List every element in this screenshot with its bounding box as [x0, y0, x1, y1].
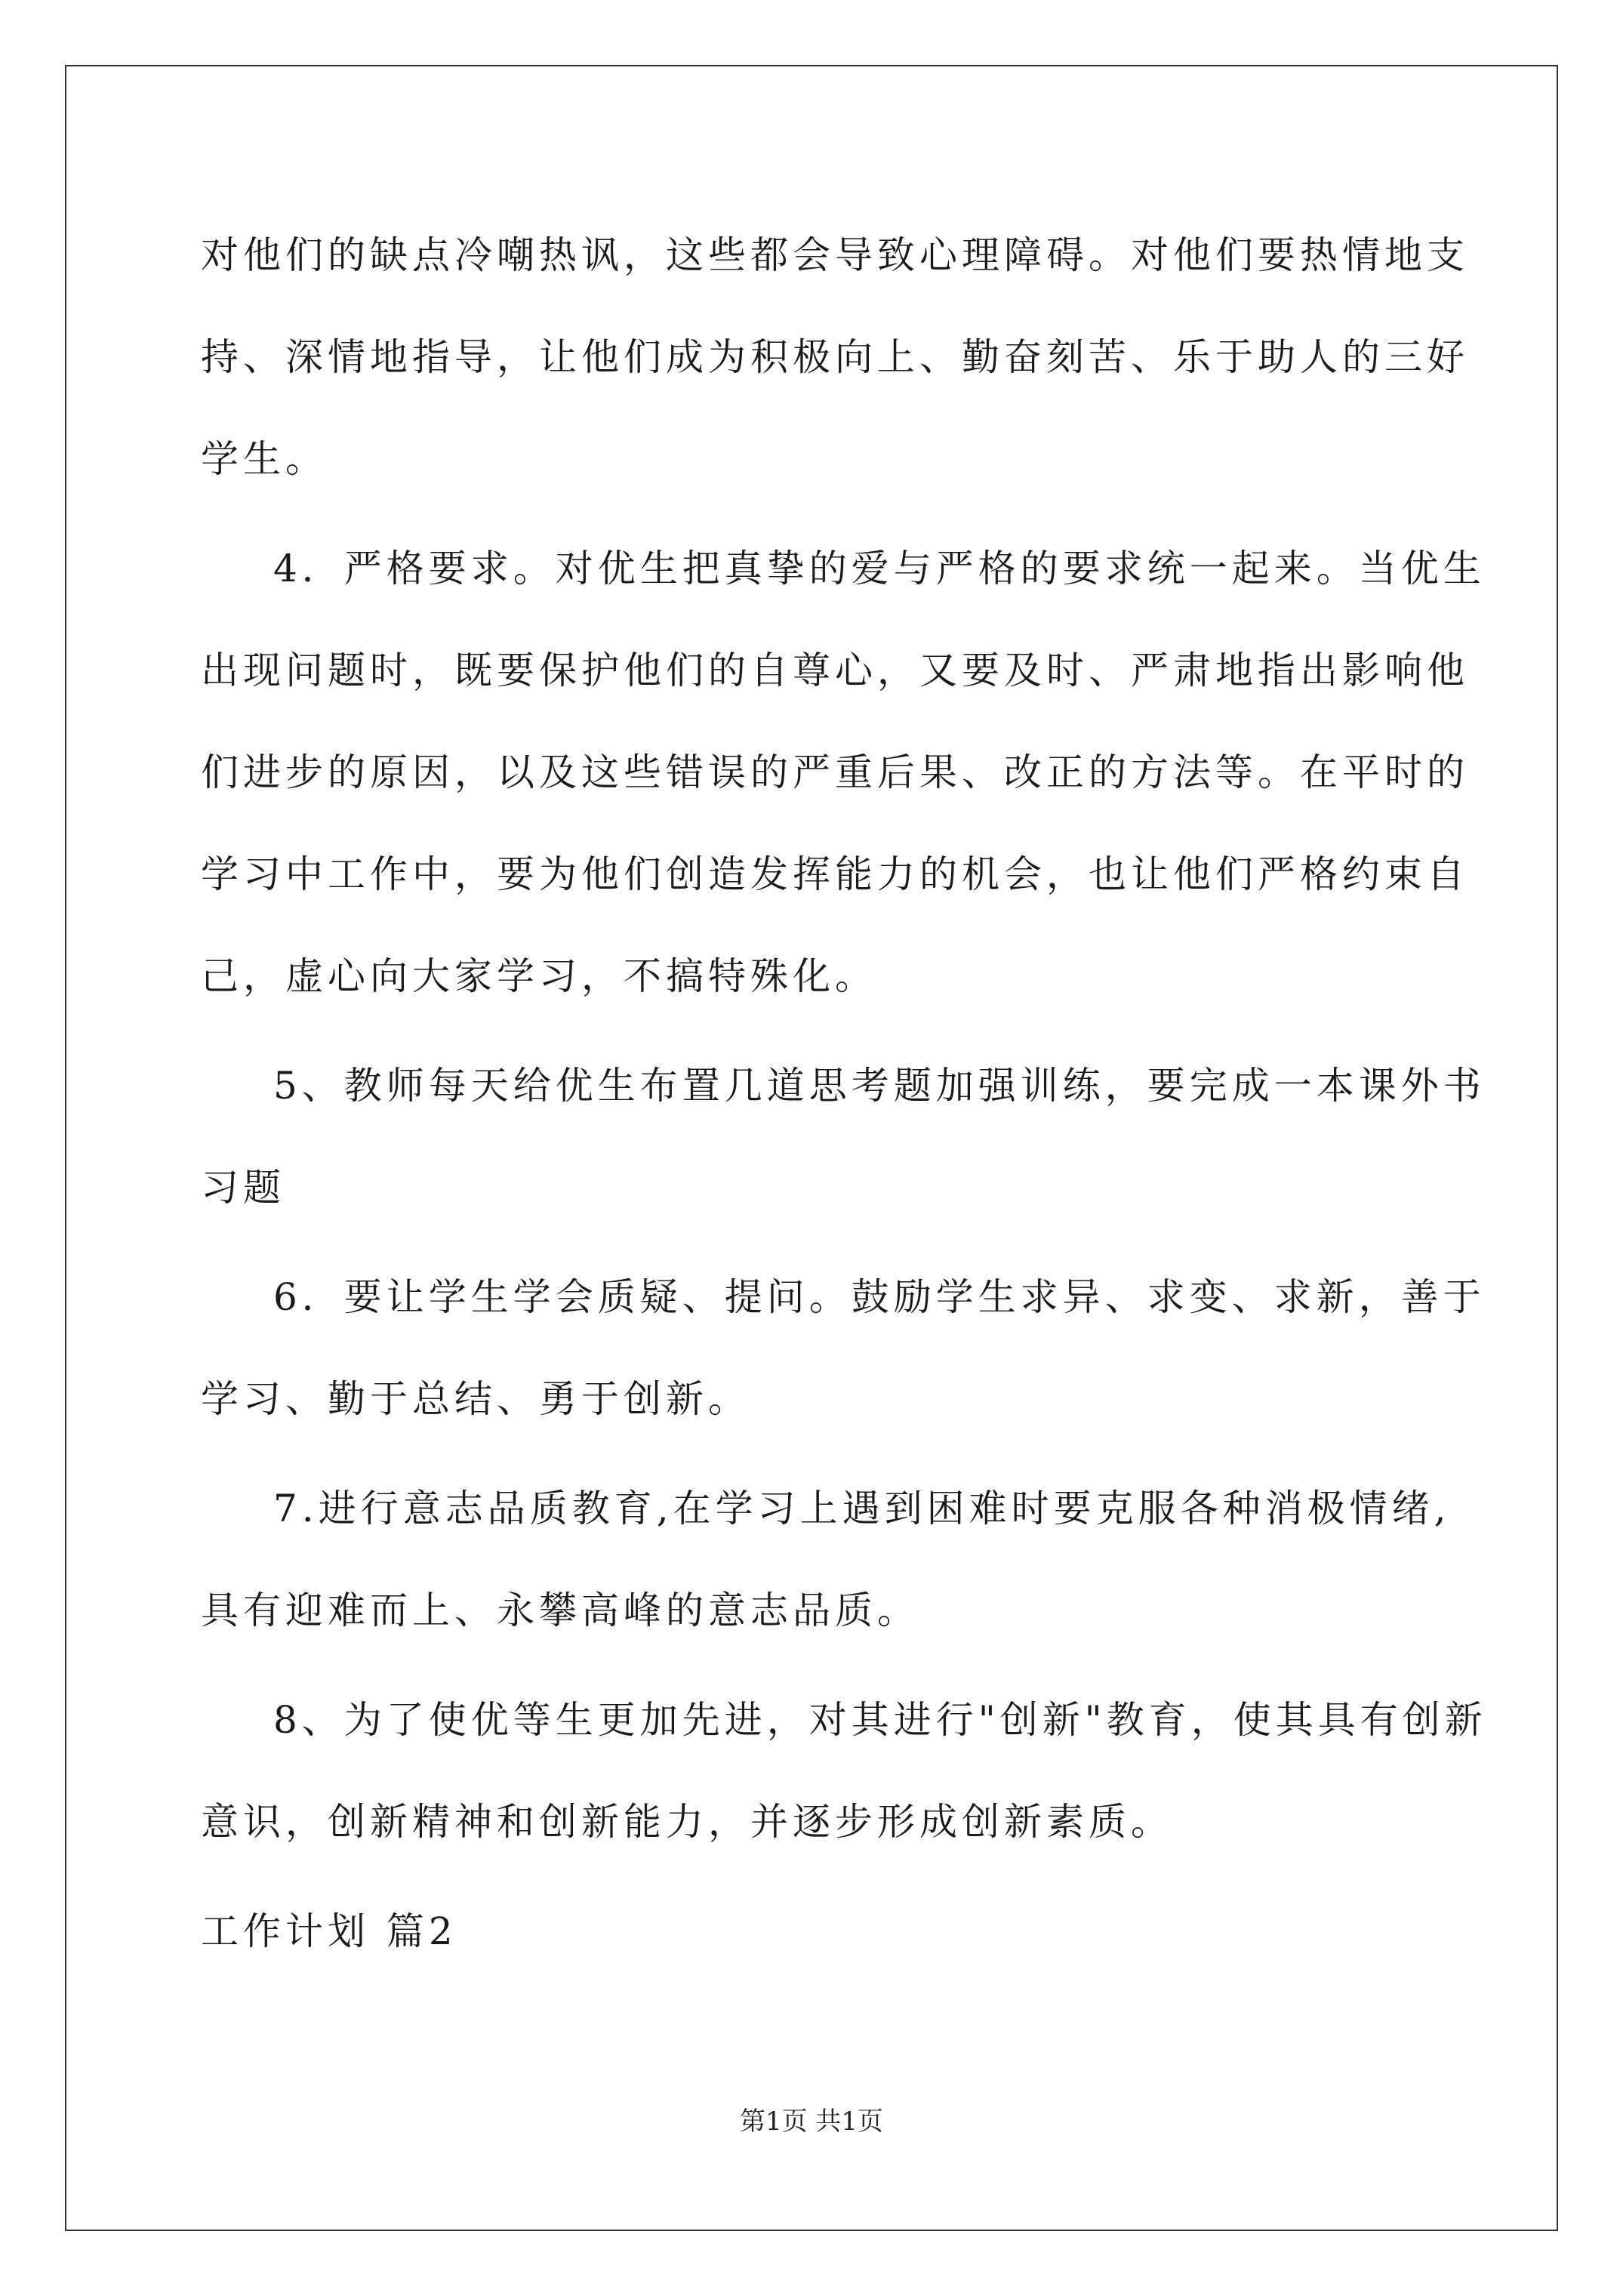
- page-frame: [65, 65, 1558, 2231]
- paragraph-line: 己，虚心向大家学习，不搞特殊化。: [201, 954, 877, 998]
- paragraph-line: 8、为了使优等生更加先进，对其进行"创新"教育，使其具有创新: [273, 1698, 1487, 1742]
- paragraph-line: 出现问题时，既要保护他们的自尊心，又要及时、严肃地指出影响他: [201, 649, 1469, 692]
- paragraph-line: 持、深情地指导，让他们成为积极向上、勤奋刻苦、乐于助人的三好: [201, 335, 1469, 379]
- paragraph-line: 5、教师每天给优生布置几道思考题加强训练，要完成一本课外书: [273, 1064, 1486, 1108]
- paragraph-line: 具有迎难而上、永攀高峰的意志品质。: [201, 1589, 919, 1632]
- paragraph-line: 习题: [201, 1166, 285, 1210]
- paragraph-line: 6．要让学生学会质疑、提问。鼓励学生求异、求变、求新，善于: [273, 1275, 1486, 1319]
- paragraph-line: 对他们的缺点冷嘲热讽，这些都会导致心理障碍。对他们要热情地支: [201, 233, 1469, 277]
- paragraph-line: 7.进行意志品质教育,在学习上遇到困难时要克服各种消极情绪,: [273, 1487, 1451, 1530]
- paragraph-line: 学习中工作中，要为他们创造发挥能力的机会，也让他们严格约束自: [201, 852, 1469, 896]
- paragraph-line: 学习、勤于总结、勇于创新。: [201, 1377, 750, 1421]
- page-footer: 第1页 共1页: [739, 2106, 884, 2137]
- section-heading: 工作计划 篇2: [201, 1909, 457, 1953]
- paragraph-line: 学生。: [201, 437, 328, 481]
- paragraph-line: 们进步的原因，以及这些错误的严重后果、改正的方法等。在平时的: [201, 750, 1469, 794]
- paragraph-line: 意识，创新精神和创新能力，并逐步形成创新素质。: [201, 1800, 1173, 1844]
- paragraph-line: 4．严格要求。对优生把真挚的爱与严格的要求统一起来。当优生: [273, 547, 1486, 590]
